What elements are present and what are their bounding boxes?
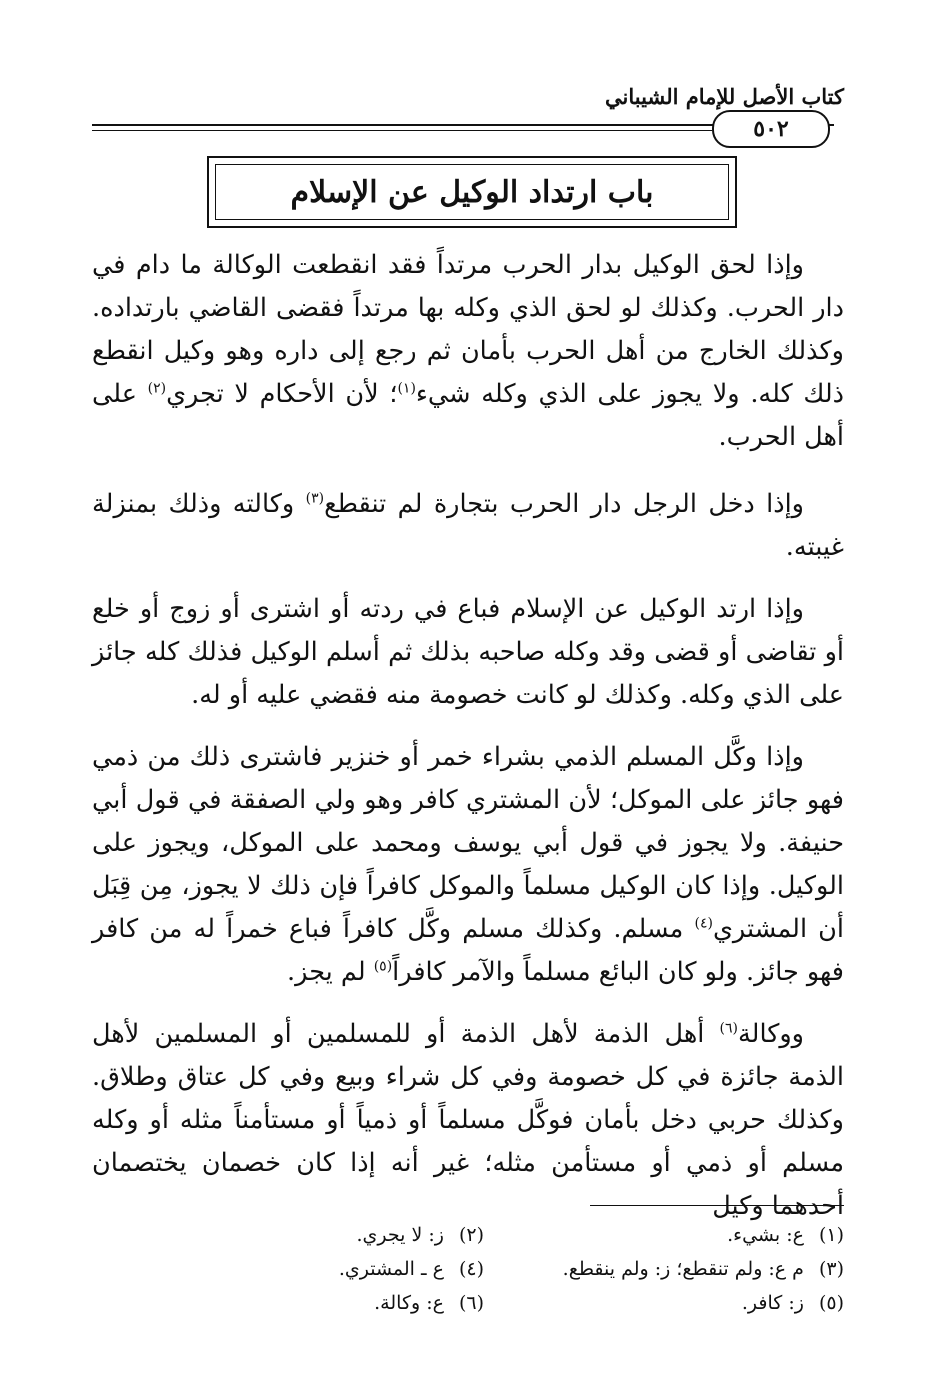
footnote	[180, 1218, 484, 1252]
footnote-number: (٢)	[458, 1224, 484, 1246]
footnotes	[180, 1218, 844, 1320]
footnote-number: (٤)	[458, 1258, 484, 1280]
footnote-text: ع ـ المشتري.	[338, 1258, 444, 1280]
footnote-number: (١)	[818, 1224, 844, 1246]
footnote-marker: (٢)	[147, 380, 167, 397]
footnote-marker: (٥)	[373, 958, 393, 975]
paragraph-text: على أهل الحرب.	[92, 379, 844, 452]
footnote-text: م ع: ولم تنقطع؛ ز: ولم ينقطع.	[562, 1258, 804, 1280]
paragraph-text: مسلم. وكذلك مسلم وكَّل كافراً فباع خمراً له من كافر فهو جائز. ولو كان البائع مسلماً والآمر كافراً	[92, 914, 844, 987]
paragraph-text: ووكالة	[738, 1019, 804, 1049]
footnote-text: ع: بشيء.	[727, 1224, 804, 1246]
header-rule-thin	[92, 130, 712, 131]
paragraph-text: وإذا لحق الوكيل بدار الحرب مرتداً فقد انقطعت الوكالة ما دام في دار الحرب. وكذلك لو لحق الذي وكله بها مرتداً فقضى القاضي بارتداده. وكذلك الخارج من أهل الحرب بأمان ثم رجع إلى داره وهو وكيل انقطع ذلك كله. ولا يجوز على الذي وكله شيء	[92, 250, 845, 409]
footnote	[484, 1286, 844, 1320]
paragraph-text: ؛ لأن الأحكام لا تجري	[166, 379, 398, 409]
footnote-number: (٣)	[818, 1258, 844, 1280]
paragraph-text: وإذا وكَّل المسلم الذمي بشراء خمر أو خنزير فاشترى ذلك من ذمي فهو جائز على الموكل؛ لأن المشتري كافر وهو ولي الصفقة في قول أبي حنيفة. ولا يجوز في قول أبي يوسف ومحمد على الموكل، ويجوز على الوكيل. وإذا كان الوكيل مسلماً والموكل كافراً فإن ذلك لا يجوز، مِن قِبَل أن المشتري	[92, 742, 844, 944]
running-header-title: كتاب الأصل للإمام الشيباني	[605, 84, 844, 109]
footnote-number: (٥)	[818, 1292, 844, 1314]
footnote-number: (٦)	[458, 1292, 484, 1314]
page-number: ٥٠٢	[712, 110, 830, 148]
chapter-title-frame	[207, 156, 737, 228]
footnote-marker: (١)	[397, 380, 416, 397]
footnote	[484, 1218, 844, 1252]
footnote-separator	[590, 1205, 844, 1206]
body-text	[92, 244, 844, 1247]
paragraph	[92, 736, 844, 994]
chapter-title-inner-frame	[215, 164, 729, 220]
footnote-marker: (٤)	[694, 915, 713, 932]
footnote-marker: (٦)	[719, 1020, 739, 1037]
paragraph-text: وإذا دخل الرجل دار الحرب بتجارة لم تنقطع	[324, 489, 804, 519]
paragraph	[92, 1013, 844, 1228]
footnote-text: ز: كافر.	[741, 1292, 804, 1314]
paragraph-text: وإذا ارتد الوكيل عن الإسلام فباع في ردته أو اشترى أو زوج أو خلع أو تقاضى أو قضى وقد وكله صاحبه بذلك ثم أسلم الوكيل فذلك كله جائز على الذي وكله. وكذلك لو كانت خصومة منه فقضي عليه أو له.	[92, 594, 844, 710]
footnote	[484, 1252, 844, 1286]
footnote-text: ع: وكالة.	[374, 1292, 444, 1314]
paragraph	[92, 244, 844, 459]
paragraph-text: أهل الذمة لأهل الذمة أو للمسلمين أو المسلمين لأهل الذمة جائزة في كل خصومة وفي كل شراء وبيع وفي كل عتاق وطلاق. وكذلك حربي دخل بأمان فوكَّل مسلماً أو ذمياً أو مستأمناً مثله أو وكله مسلم أو ذمي أو مستأمن مثله؛ غير أنه إذا كان خصمان يختصمان أحدهما وكيل	[92, 1019, 844, 1221]
paragraph	[92, 588, 844, 717]
paragraph-text: لم يجز.	[287, 957, 374, 987]
chapter-title: باب ارتداد الوكيل عن الإسلام	[290, 174, 654, 210]
footnote-marker: (٣)	[305, 490, 325, 507]
footnote-text: ز: لا يجري.	[356, 1224, 444, 1246]
footnote	[180, 1286, 484, 1320]
paragraph	[92, 483, 844, 569]
footnote	[180, 1252, 484, 1286]
paragraph-text: وكالته وذلك بمنزلة غيبته.	[92, 489, 844, 562]
